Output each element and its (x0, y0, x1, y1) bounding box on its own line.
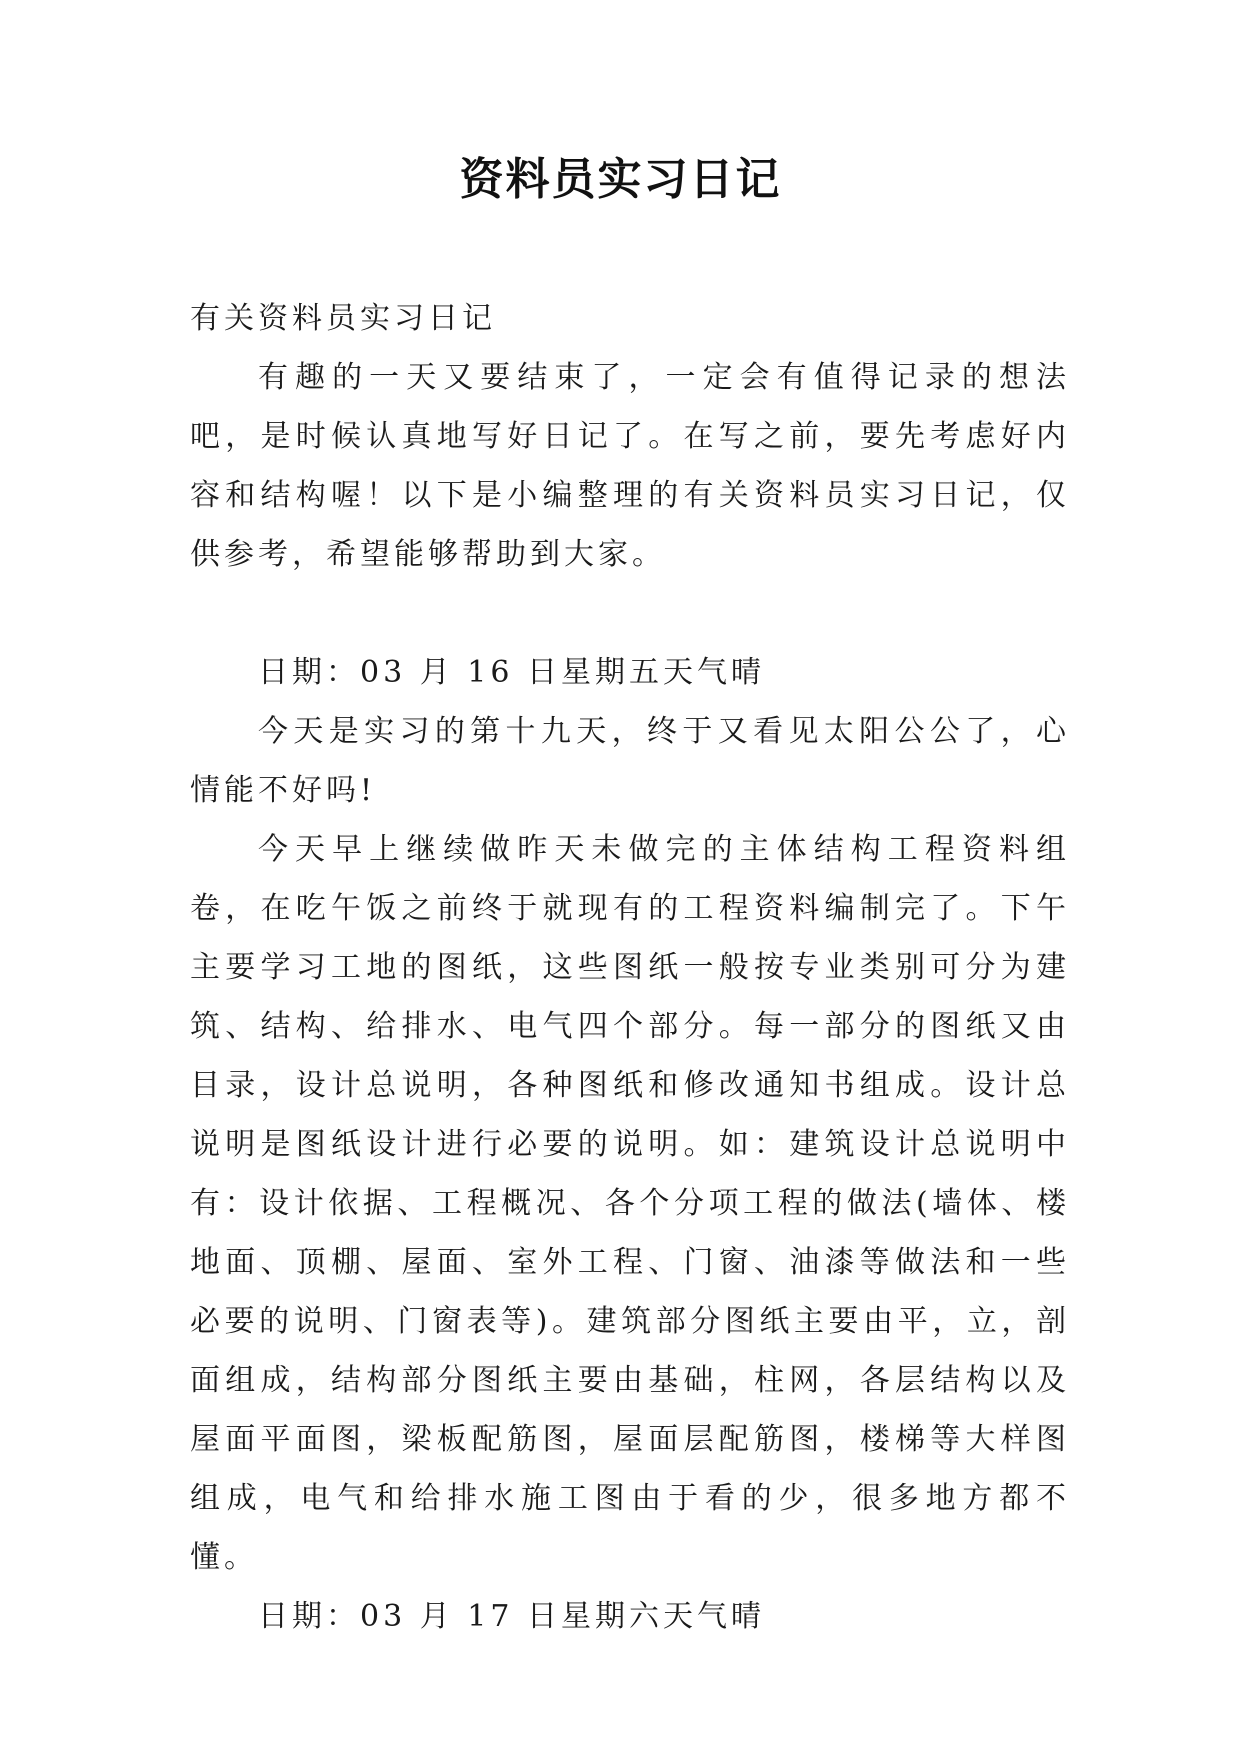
paragraph-spacer (190, 584, 1070, 643)
document-body (190, 289, 1070, 1646)
document-title: 资料员实习日记 (459, 154, 782, 205)
entry-paragraph: 今天早上继续做昨天未做完的主体结构工程资料组卷，在吃午饭之前终于就现有的工程资料编制完了。下午主要学习工地的图纸，这些图纸一般按专业类别可分为建筑、结构、给排水、电气四个部分。每一部分的图纸又由目录，设计总说明，各种图纸和修改通知书组成。设计总说明是图纸设计进行必要的说明。如：建筑设计总说明中有：设计依据、工程概况、各个分项工程的做法(墙体、楼地面、顶棚、屋面、室外工程、门窗、油漆等做法和一些必要的说明、门窗表等)。建筑部分图纸主要由平，立，剖面组成，结构部分图纸主要由基础，柱网，各层结构以及屋面平面图，梁板配筋图，屋面层配筋图，楼梯等大样图组成，电气和给排水施工图由于看的少，很多地方都不懂。 (190, 832, 1070, 1575)
entry-date-line: 日期：03 月 16 日星期五天气晴 (258, 655, 765, 690)
entry-date-line: 日期：03 月 17 日星期六天气晴 (258, 1599, 765, 1634)
intro-paragraph: 有趣的一天又要结束了，一定会有值得记录的想法吧，是时候认真地写好日记了。在写之前，要先考虑好内容和结构喔！以下是小编整理的有关资料员实习日记，仅供参考，希望能够帮助到大家。 (190, 360, 1070, 572)
entry-paragraph: 今天是实习的第十九天，终于又看见太阳公公了，心情能不好吗! (190, 714, 1070, 808)
document-subtitle: 有关资料员实习日记 (190, 301, 496, 336)
